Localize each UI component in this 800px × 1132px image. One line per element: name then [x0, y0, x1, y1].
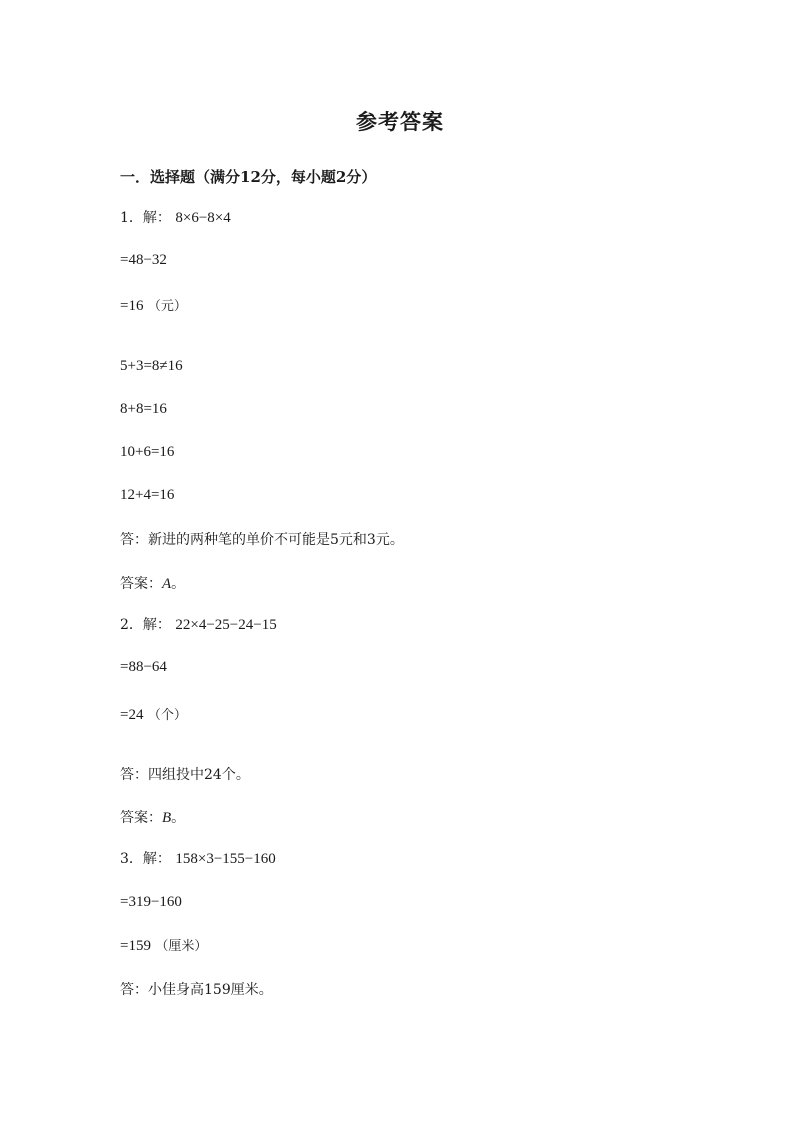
- q1-choice-end: 。: [171, 576, 186, 592]
- q1-check4: 12+4=16: [120, 487, 175, 503]
- q1-number: 1．: [120, 210, 143, 226]
- q1-choice-line: [120, 574, 185, 594]
- q1-expression: 8×6−8×4: [175, 210, 231, 226]
- q3-expression: 158×3−155−160: [175, 851, 276, 867]
- q3-solution-line: [120, 849, 276, 869]
- q2-jie-label: 解：: [142, 617, 171, 633]
- q3-jie-label: 解：: [142, 851, 171, 867]
- q1-check2: 8+8=16: [120, 401, 167, 417]
- q1-choice: A: [162, 576, 172, 592]
- q2-choice-end: 。: [171, 810, 186, 826]
- q2-choice: B: [162, 810, 172, 826]
- q2-step1: =88−64: [120, 659, 167, 675]
- q3-step2-unit: （厘米）: [155, 939, 208, 954]
- q2-step2: =24: [120, 707, 144, 723]
- q1-choice-label: 答案：: [120, 576, 162, 592]
- q2-step2-unit: （个）: [147, 708, 187, 723]
- q2-expression: 22×4−25−24−15: [175, 617, 277, 633]
- q2-step2-line: [120, 705, 187, 726]
- q3-step2-line: [120, 936, 207, 957]
- q1-jie-label: 解：: [142, 210, 171, 226]
- q1-check1: 5+3=8≠16: [120, 358, 183, 374]
- q2-choice-line: [120, 808, 185, 828]
- page-title: 参考答案: [356, 109, 444, 134]
- section-heading: 一．选择题（满分12分，每小题2分）: [120, 168, 377, 186]
- q2-answer-text: 答：四组投中24个。: [120, 767, 250, 783]
- q1-solution-line: [120, 208, 231, 228]
- q2-solution-line: [120, 615, 277, 635]
- q3-answer-text: 答：小佳身高159厘米。: [120, 982, 273, 998]
- q2-choice-label: 答案：: [120, 810, 162, 826]
- q3-step2: =159: [120, 938, 151, 954]
- q2-number: 2．: [120, 617, 143, 633]
- q1-step2-unit: （元）: [147, 299, 187, 314]
- q1-step1: =48−32: [120, 252, 167, 268]
- q1-answer-text: 答：新进的两种笔的单价不可能是5元和3元。: [120, 532, 404, 548]
- q1-step2: =16: [120, 298, 144, 314]
- q1-check3: 10+6=16: [120, 444, 175, 460]
- q3-step1: =319−160: [120, 894, 182, 910]
- q3-number: 3．: [120, 851, 143, 867]
- q1-step2-line: [120, 296, 187, 317]
